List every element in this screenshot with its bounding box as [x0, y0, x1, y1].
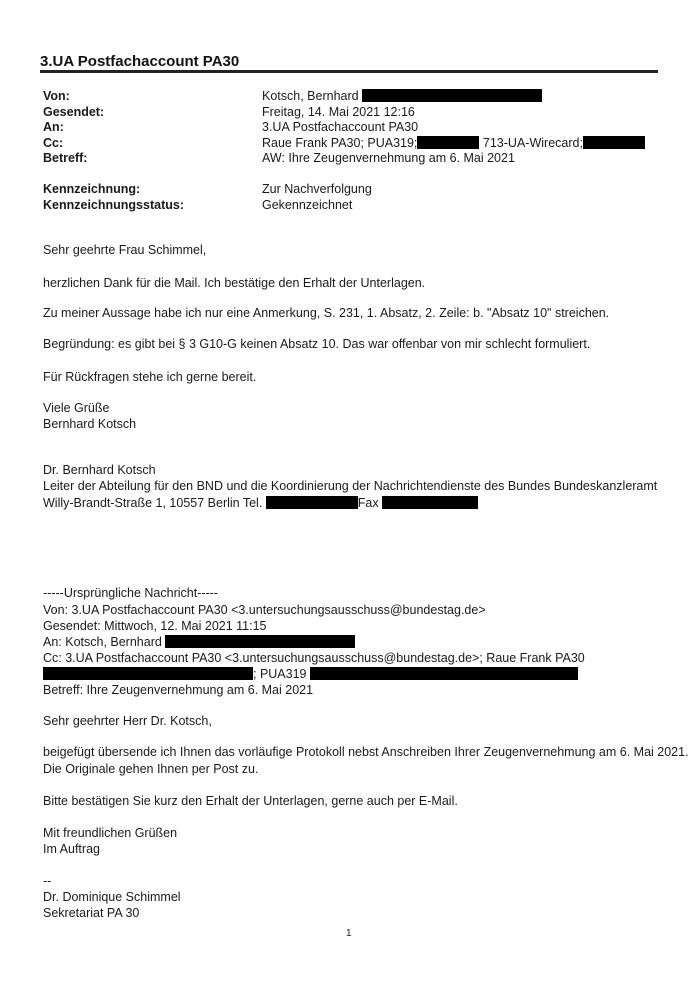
- to-label: An:: [43, 120, 64, 134]
- original-cc: Cc: 3.UA Postfachaccount PA30 <3.untersuchungsausschuss@bundestag.de>; Raue Frank PA30: [43, 651, 585, 665]
- redaction: [165, 635, 355, 648]
- original-signature-name: Dr. Dominique Schimmel: [43, 890, 181, 904]
- from-label: Von:: [43, 89, 70, 103]
- flag-status-value: Gekennzeichnet: [262, 198, 353, 212]
- cc-label: Cc:: [43, 136, 64, 150]
- flag-value: Zur Nachverfolgung: [262, 182, 372, 196]
- reply-salutation: Sehr geehrte Frau Schimmel,: [43, 243, 207, 257]
- subject-label: Betreff:: [43, 151, 88, 165]
- signature-separator: --: [43, 874, 52, 888]
- reply-paragraph: Zu meiner Aussage habe ich nur eine Anmerkung, S. 231, 1. Absatz, 2. Zeile: b. "Absatz 10" streichen.: [43, 306, 610, 320]
- redaction: [362, 89, 542, 102]
- title-rule: [40, 70, 658, 73]
- original-salutation: Sehr geehrter Herr Dr. Kotsch,: [43, 714, 212, 728]
- subject-value: AW: Ihre Zeugenvernehmung am 6. Mai 2021: [262, 151, 515, 165]
- original-paragraph: Die Originale gehen Ihnen per Post zu.: [43, 762, 259, 776]
- redaction: [43, 667, 253, 680]
- redaction: [382, 496, 478, 509]
- redaction: [266, 496, 358, 509]
- original-sent: Gesendet: Mittwoch, 12. Mai 2021 11:15: [43, 619, 267, 633]
- original-to: An: Kotsch, Bernhard: [43, 635, 355, 649]
- original-closing: Mit freundlichen Grüßen: [43, 826, 178, 840]
- redaction: [310, 667, 358, 680]
- original-from: Von: 3.UA Postfachaccount PA30 <3.untersuchungsausschuss@bundestag.de>: [43, 603, 486, 617]
- reply-paragraph: herzlichen Dank für die Mail. Ich bestätige den Erhalt der Unterlagen.: [43, 276, 426, 290]
- original-closing: Im Auftrag: [43, 842, 100, 856]
- redaction: [358, 667, 578, 680]
- cc-value: Raue Frank PA30; PUA319; 713-UA-Wirecard;: [262, 136, 645, 150]
- original-paragraph: beigefügt übersende ich Ihnen das vorläufige Protokoll nebst Anschreiben Ihrer Zeugenvernehmung am 6. Mai 2021.: [43, 745, 689, 759]
- reply-name: Bernhard Kotsch: [43, 417, 137, 431]
- sent-value: Freitag, 14. Mai 2021 12:16: [262, 105, 415, 119]
- signature-address: Willy-Brandt-Straße 1, 10557 Berlin Tel. Fax: [43, 496, 478, 510]
- reply-paragraph: Für Rückfragen stehe ich gerne bereit.: [43, 370, 257, 384]
- reply-paragraph: Begründung: es gibt bei § 3 G10-G keinen Absatz 10. Das war offenbar von mir schlecht formuliert.: [43, 337, 591, 351]
- original-subject: Betreff: Ihre Zeugenvernehmung am 6. Mai 2021: [43, 683, 314, 697]
- original-cc-continued: ; PUA319: [43, 667, 578, 681]
- page-title: 3.UA Postfachaccount PA30: [40, 53, 240, 70]
- reply-closing: Viele Grüße: [43, 401, 110, 415]
- redaction: [583, 136, 645, 149]
- original-paragraph: Bitte bestätigen Sie kurz den Erhalt der Unterlagen, gerne auch per E-Mail.: [43, 794, 458, 808]
- to-value: 3.UA Postfachaccount PA30: [262, 120, 419, 134]
- from-value: Kotsch, Bernhard: [262, 89, 542, 103]
- flag-status-label: Kennzeichnungsstatus:: [43, 198, 184, 212]
- sent-label: Gesendet:: [43, 105, 105, 119]
- original-signature-dept: Sekretariat PA 30: [43, 906, 140, 920]
- signature-name: Dr. Bernhard Kotsch: [43, 463, 156, 477]
- page-number: 1: [346, 928, 352, 939]
- original-marker: -----Ursprüngliche Nachricht-----: [43, 586, 219, 600]
- redaction: [417, 136, 479, 149]
- flag-label: Kennzeichnung:: [43, 182, 141, 196]
- signature-role: Leiter der Abteilung für den BND und die Koordinierung der Nachrichtendienste des Bundes Bundeskanzleramt: [43, 479, 658, 493]
